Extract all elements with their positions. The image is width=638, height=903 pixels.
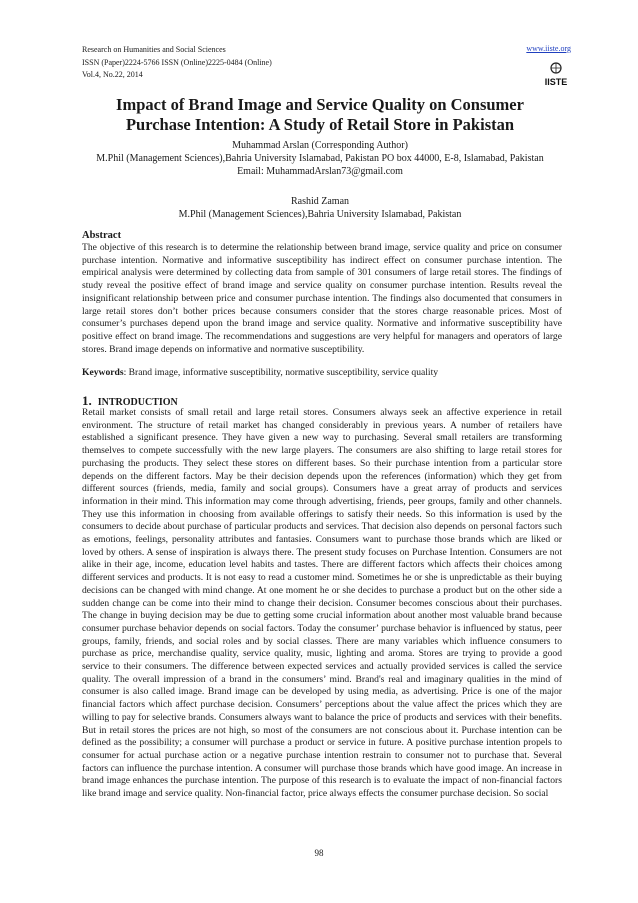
section-number: 1. [82,393,92,408]
keywords-line [82,367,438,378]
iiste-logo [541,62,571,88]
author-1-block [60,139,580,178]
journal-volume: Vol.4, No.22, 2014 [82,70,143,79]
introduction-text: Retail market consists of small retail and large retail stores. Consumers always seek an affective experience in retail environment. The structure of retail market has changed considerably in previous years. A number of retailers have established a significant presence. They have given a new way to purchasing. Several small retailers are transforming themselves to compete successfully with the new large players. The consumers are also shifting to large retail stores for purchasing the products. They select these stores on different bases. So their purchase intention from a particular store depends on the different factors. May be their decision depends upon the references (information) which they get from different sources (friends, media, family and social groups). Consumers have a great array of products and services information in their mind. This information may come through advertising, friends, peer groups, family and other channels. They use this information in choosing from available offerings to satisfy their needs. So this information is used by the consumers to decide about purchase of particular products and services. That decision also depends on personal factors such as emotions, feelings, personality attributes and fantasies. Consumers want to purchase those brands which are liked or loved by others. A sense of inspiration is always there. The present study focuses on Purchase Intention. Consumers are not alike in their age, income, education level habits and tastes. There are different factors which affects their choices among different services and products. It is not easy to read a customer mind. Sometimes he or she is unpredictable as their buying decisions can be changed with mind change. At one moment he or she decides to purchase a product but on the other side a sudden change can be come into their mind to change their decision. Consumer becomes conscious about their purchases. The change in buying decision may be due to getting some crucial information about another most valuable brand because consumer purchase behavior depends on social factors. Today the consumer’ purchase behavior is influenced by status, peer groups, family, friends, and social roles and by social classes. There are many variables which influence consumers to purchase as price, merchandise quality, service quality, music, lighting and aroma. Stores are trying to provide a good service to their consumers. The difference between expected services and actually provided services is called the service quality. The overall impression of a brand in the consumers’ mind. Brand's real and imaginary qualities in the mind of consumer is also called image. Brand image can be developed by using media, as advertising. Price is one of the major financial factors which affect purchase decision. Consumers’ perceptions about the value affect the prices which they are willing to pay for selective brands. Consumers always want to balance the price of products and services with their benefits. But in retail stores the prices are not high, so most of the consumers are not conscious about it. Purchase intention can be defined as the possibility; a consumer will purchase a product or service in future. A positive purchase intention propels to consumer for actual purchase action or a negative purchase intention restrain to consumer not to purchase that. Several factors can influence the purchase intention. A consumer will purchase those brands which have good image. An increase in brand image enhances the purchase intention. The purpose of this research is to evaluate the impact of non-financial factors like brand image and service quality. Non-financial factor, price always effects the consumer purchase decision. So social [82,407,562,800]
section-title: INTRODUCTION [97,397,178,408]
paper-title [60,95,580,135]
logo-text: IISTE [544,77,568,87]
abstract-text: The objective of this research is to determine the relationship between brand image, service quality and price on consumer purchase intention. Normative and informative susceptibility has indirect effect on consumer purchase intention. The empirical analysis were determined by collecting data from sample of 301 consumers of large retail stores. The findings of study reveal the positive effect of brand image and service quality on consumer purchase intention. Results reveal the insignificant relationship between price and consumer purchase intention. The findings also documented that consumers in large retail stores don’t bother prices because consumers consider that the stores charge reasonable prices. Most of consumer’s purchases depend upon the brand image and service quality. Normative and informative susceptibility have positive effect on brand image. The recommendations and suggestions are very helpful for managers and operators of large stores. Brand image depends on informative and normative susceptibility. [82,242,562,355]
journal-name: Research on Humanities and Social Sciences [82,45,226,54]
author-1-name: Muhammad Arslan (Corresponding Author) [232,140,408,151]
title-line-1: Impact of Brand Image and Service Quality on Consumer [116,95,524,114]
keywords-label: Keywords [82,367,124,378]
author-1-email: Email: MuhammadArslan73@gmail.com [237,166,403,177]
abstract-heading: Abstract [82,230,122,241]
author-1-affiliation: M.Phil (Management Sciences),Bahria University Islamabad, Pakistan PO box 44000, E-8, Islamabad, Pakistan [96,153,544,164]
journal-header [82,44,272,82]
author-2-name: Rashid Zaman [290,196,350,207]
author-2-block [60,195,580,221]
journal-issn: ISSN (Paper)2224-5766 ISSN (Online)2225-0484 (Online) [82,57,272,67]
keywords-list: : Brand image, informative susceptibility, normative susceptibility, service quality [123,367,439,378]
title-line-2: Purchase Intention: A Study of Retail Store in Pakistan [125,115,515,134]
page-number: 98 [314,848,324,858]
website-link[interactable]: www.iiste.org [526,44,571,53]
author-2-affiliation: M.Phil (Management Sciences),Bahria University Islamabad, Pakistan [178,209,462,220]
